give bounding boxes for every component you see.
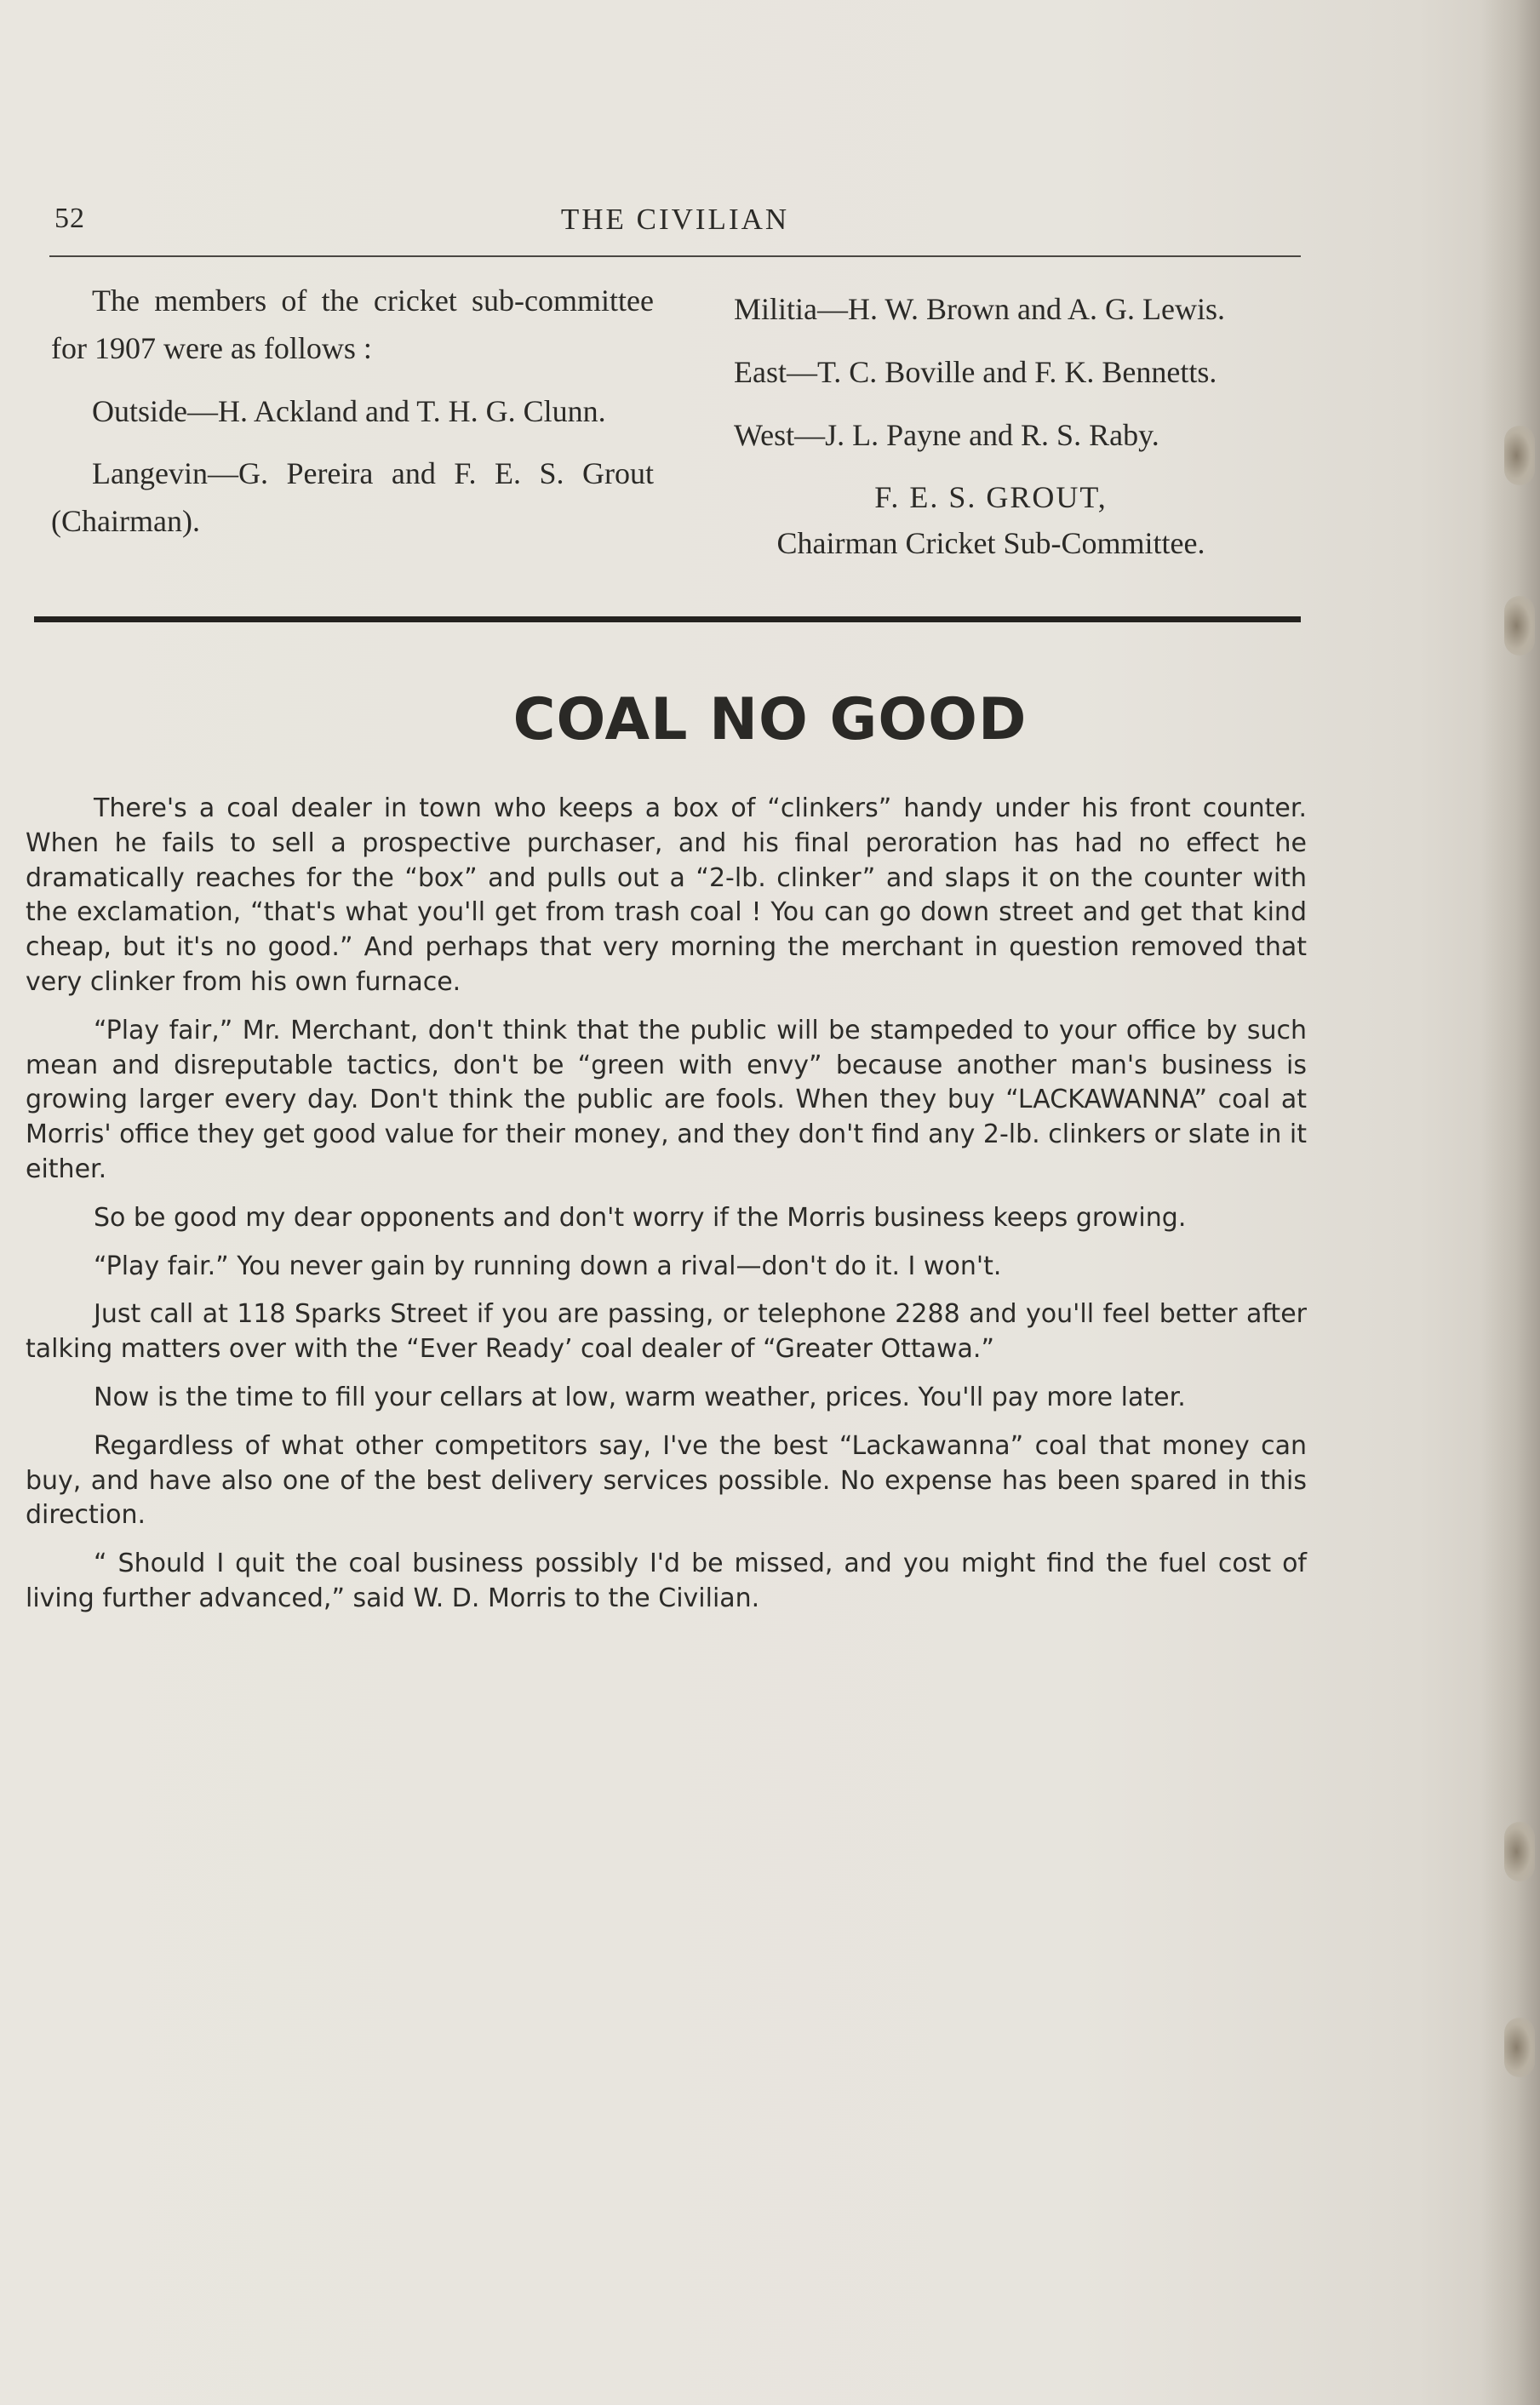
article-body [26,792,1307,1630]
article-paragraph: Regardless of what other competitors say, I've the best “Lackawanna” coal that money can buy, and have also one of the best delivery services possible. No expense has been spared in this direction. [26,1430,1307,1531]
article-title: COAL NO GOOD [512,686,1028,753]
signature-title: Chairman Cricket Sub-Committee. [776,526,1205,561]
cricket-paragraph: West—J. L. Payne and R. S. Raby. [734,417,1159,452]
binding-hole [1504,426,1535,485]
article-paragraph: There's a coal dealer in town who keeps a box of “clinkers” handy under his front counter. When he fails to sell a prospective purchaser, and his final peroration has had no effect he dramatically reaches for the “box” and pulls out a “2-lb. clinker” and slaps it on the counter with the exclamation, “that's what you'll get from trash coal ! You can go down street and get that kind cheap, but it's no good.” And perhaps that very morning the merchant in question removed that very clinker from his own furnace. [26,793,1307,997]
cricket-paragraph: Outside—H. Ackland and T. H. G. Clunn. [92,393,606,428]
section-divider [34,616,1301,622]
article-paragraph: Just call at 118 Sparks Street if you are passing, or telephone 2288 and you'll feel better after talking matters over with the “Ever Ready’ coal dealer of “Greater Ottawa.” [26,1299,1307,1365]
header-rule [49,255,1301,257]
article-paragraph: “Play fair,” Mr. Merchant, don't think that the public will be stampeded to your office by such mean and disreputable tactics, don't be “green with envy” because another man's business is growing larger every day. Don't think the public are fools. When they buy “LACKAWANNA” coal at Morris' office they get good value for their money, and they don't find any 2-lb. clinkers or slate in it either. [26,1015,1307,1184]
cricket-column-right [693,286,1289,566]
article-paragraph: Now is the time to fill your cellars at low, warm weather, prices. You'll pay more later. [94,1382,1186,1412]
cricket-paragraph: The members of the cricket sub-committee for 1907 were as follows : [51,283,654,365]
page-number: 52 [54,203,85,234]
binding-hole [1504,1822,1535,1881]
cricket-paragraph: East—T. C. Boville and F. K. Bennetts. [734,354,1217,389]
binding-hole [1504,596,1535,656]
binding-hole [1504,2018,1535,2077]
article-paragraph: “Play fair.” You never gain by running down a rival—don't do it. I won't. [94,1251,1002,1281]
article-paragraph: So be good my dear opponents and don't worry if the Morris business keeps growing. [94,1202,1187,1233]
cricket-paragraph: Militia—H. W. Brown and A. G. Lewis. [734,292,1225,326]
cricket-paragraph: Langevin—G. Pereira and F. E. S. Grout (Chairman). [51,456,654,539]
running-title: THE CIVILIAN [560,203,790,236]
article-paragraph: “ Should I quit the coal business possibly I'd be missed, and you might find the fuel cost of living further advanced,” said W. D. Morris to the Civilian. [26,1549,1307,1613]
running-header [51,203,1299,245]
cricket-column-left [51,278,654,561]
signature-name: F. E. S. GROUT, [874,480,1108,515]
